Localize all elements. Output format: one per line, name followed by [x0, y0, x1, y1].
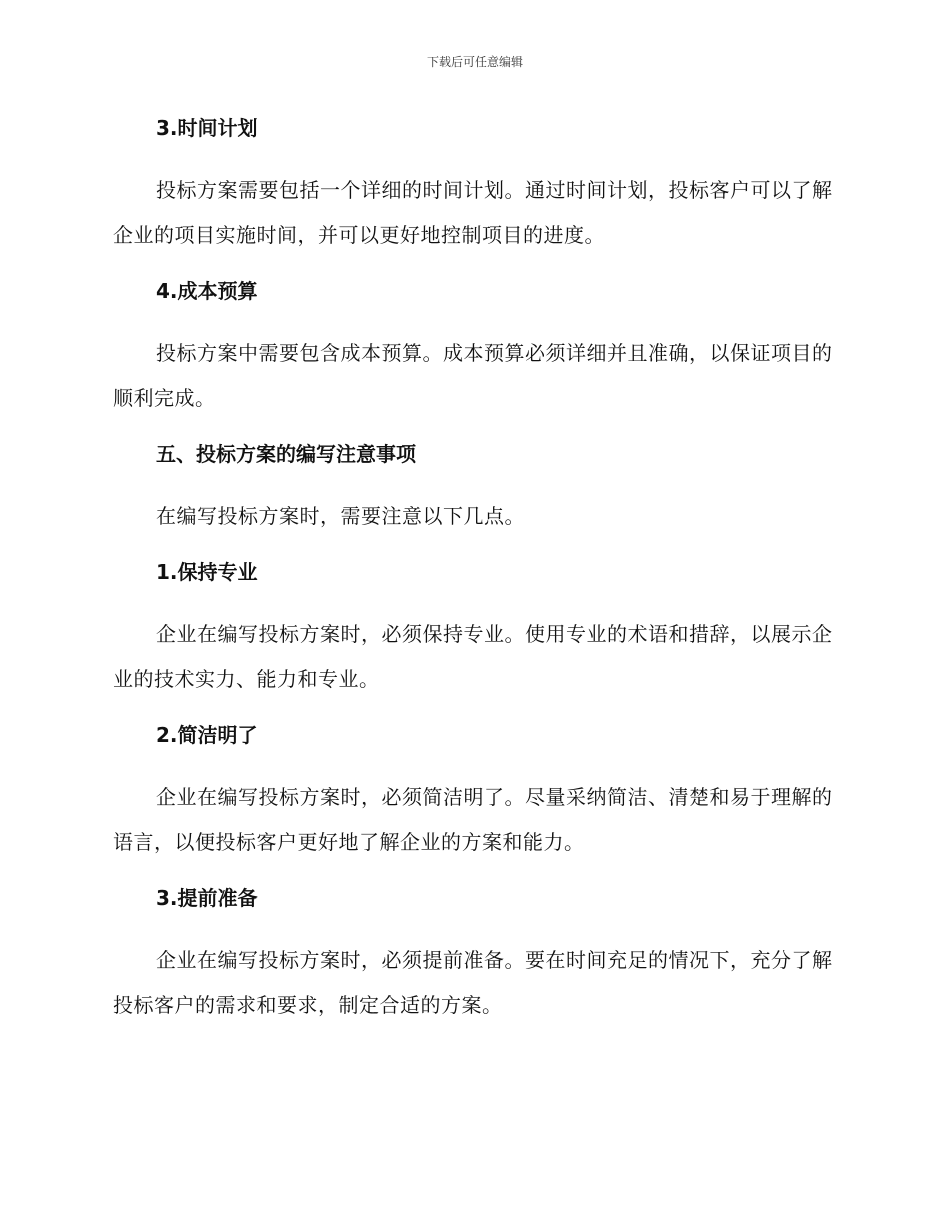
- section-paragraph: 企业在编写投标方案时，必须简洁明了。尽量采纳简洁、清楚和易于理解的语言，以便投标客户更好地了解企业的方案和能力。: [113, 785, 833, 854]
- section-paragraph: 投标方案需要包括一个详细的时间计划。通过时间计划，投标客户可以了解企业的项目实施时间，并可以更好地控制项目的进度。: [113, 178, 833, 247]
- section-heading: 1.保持专业: [156, 560, 258, 584]
- section-heading: 3.提前准备: [156, 886, 258, 910]
- section-paragraph: 投标方案中需要包含成本预算。成本预算必须详细并且准确，以保证项目的顺利完成。: [113, 341, 833, 410]
- section-heading: 五、投标方案的编写注意事项: [156, 442, 416, 466]
- section-heading: 3.时间计划: [156, 116, 258, 140]
- section-paragraph: 企业在编写投标方案时，必须提前准备。要在时间充足的情况下，充分了解投标客户的需求和要求，制定合适的方案。: [113, 948, 833, 1017]
- header-note: 下载后可任意编辑: [426, 55, 523, 69]
- section-heading: 2.简洁明了: [156, 723, 258, 747]
- document-body: [113, 110, 833, 1028]
- section-paragraph: 在编写投标方案时，需要注意以下几点。: [156, 504, 525, 528]
- section-paragraph: 企业在编写投标方案时，必须保持专业。使用专业的术语和措辞，以展示企业的技术实力、能力和专业。: [113, 622, 833, 691]
- section-heading: 4.成本预算: [156, 279, 258, 303]
